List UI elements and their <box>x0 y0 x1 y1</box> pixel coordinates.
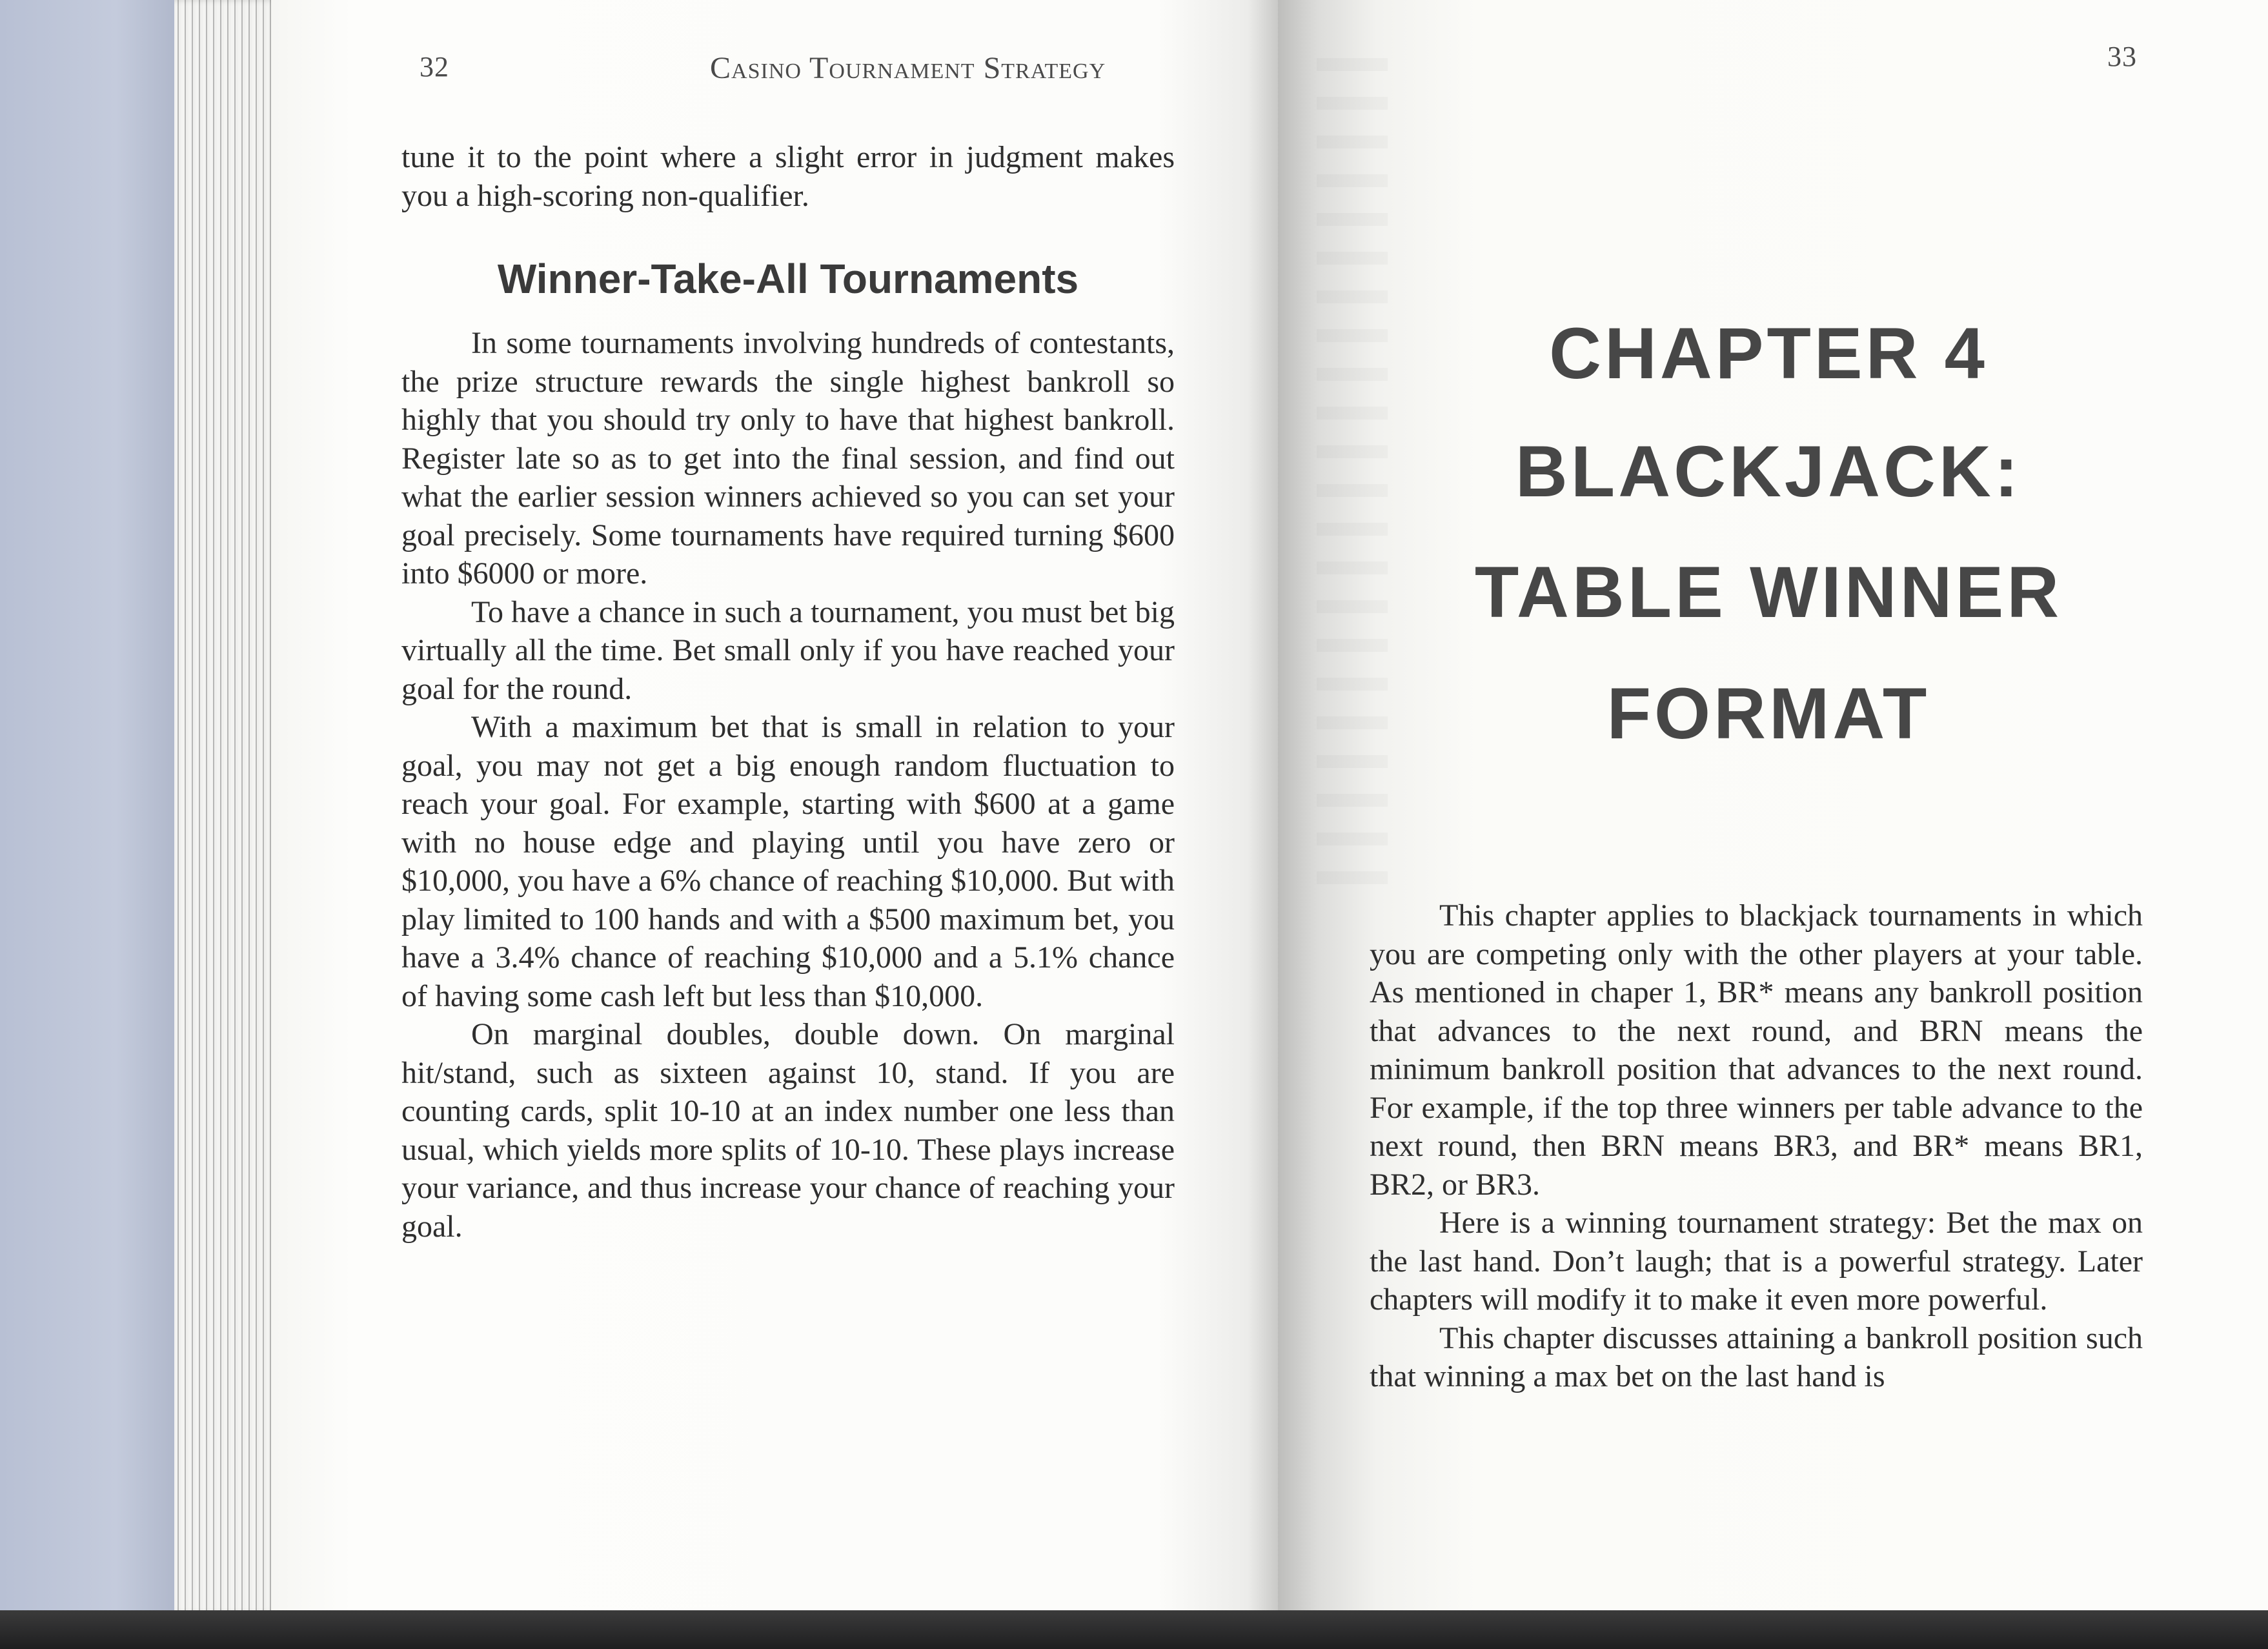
paragraph: This chapter discusses attaining a bankroll position such that winning a max bet on the last hand is <box>1370 1320 2143 1393</box>
paragraph: Here is a winning tournament strategy: Bet the max on the last hand. Don’t laugh; that is a powerful strategy. Later chapters will modify it to make it even more powerful. <box>1370 1206 2143 1317</box>
section-heading: Winner-Take-All Tournaments <box>497 256 1079 302</box>
chapter-title-line: TABLE WINNER <box>1474 552 2063 632</box>
chapter-title-line: FORMAT <box>1606 673 1930 754</box>
paragraph: On marginal doubles, double down. On marginal hit/stand, such as sixteen against 10, stand. If you are counting cards, split 10-10 at an index number one less than usual, which yields more splits of 10-10. These plays increase your variance, and thus increase your chance of reaching your goal. <box>401 1017 1175 1244</box>
left-page-number: 32 <box>420 51 449 83</box>
right-body-text <box>1370 896 2143 1396</box>
continuation-text <box>401 138 1175 215</box>
left-body-text <box>401 324 1175 1246</box>
book-bottom-edge <box>0 1610 2268 1649</box>
book-page-edges <box>174 0 278 1614</box>
paragraph: tune it to the point where a slight error in judgment makes you a high-scoring non-qualifier. <box>401 140 1175 213</box>
scanner-background <box>0 0 194 1649</box>
bleed-through-text <box>1317 58 1388 897</box>
paragraph: This chapter applies to blackjack tournaments in which you are competing only with the other players at your table. As mentioned in chaper 1, BR* means any bankroll position that advances to the next round, and BRN means the minimum bankroll position that advances to the next round. For example, if the top three winners per table advance to the next round, then BRN means BR3, and BR* means BR1, BR2, or BR3. <box>1370 898 2143 1202</box>
chapter-title-line: BLACKJACK: <box>1515 431 2022 512</box>
running-head: Casino Tournament Strategy <box>710 51 1106 85</box>
paragraph: In some tournaments involving hundreds of contestants, the prize structure rewards the single highest bankroll so highly that you should try only to have that highest bankroll. Register late so as to get into the final session, and find out what the earlier session winners achieved so you can set your goal precisely. Some tournaments have required turning $600 into $6000 or more. <box>401 326 1175 591</box>
chapter-number: CHAPTER 4 <box>1549 313 1988 394</box>
right-page-number: 33 <box>2107 41 2137 72</box>
paragraph: To have a chance in such a tournament, you must bet big virtually all the time. Bet small only if you have reached your goal for the round. <box>401 594 1175 706</box>
paragraph: With a maximum bet that is small in relation to your goal, you may not get a big enough random fluctuation to reach your goal. For example, starting with $600 at a game with no house edge and playing until you have zero or $10,000, you have a 6% chance of reaching $10,000. But with play limited to 100 hands and with a $500 maximum bet, you have a 3.4% chance of reaching $10,000 and a 5.1% chance of having some cash left but less than $10,000. <box>401 710 1175 1013</box>
